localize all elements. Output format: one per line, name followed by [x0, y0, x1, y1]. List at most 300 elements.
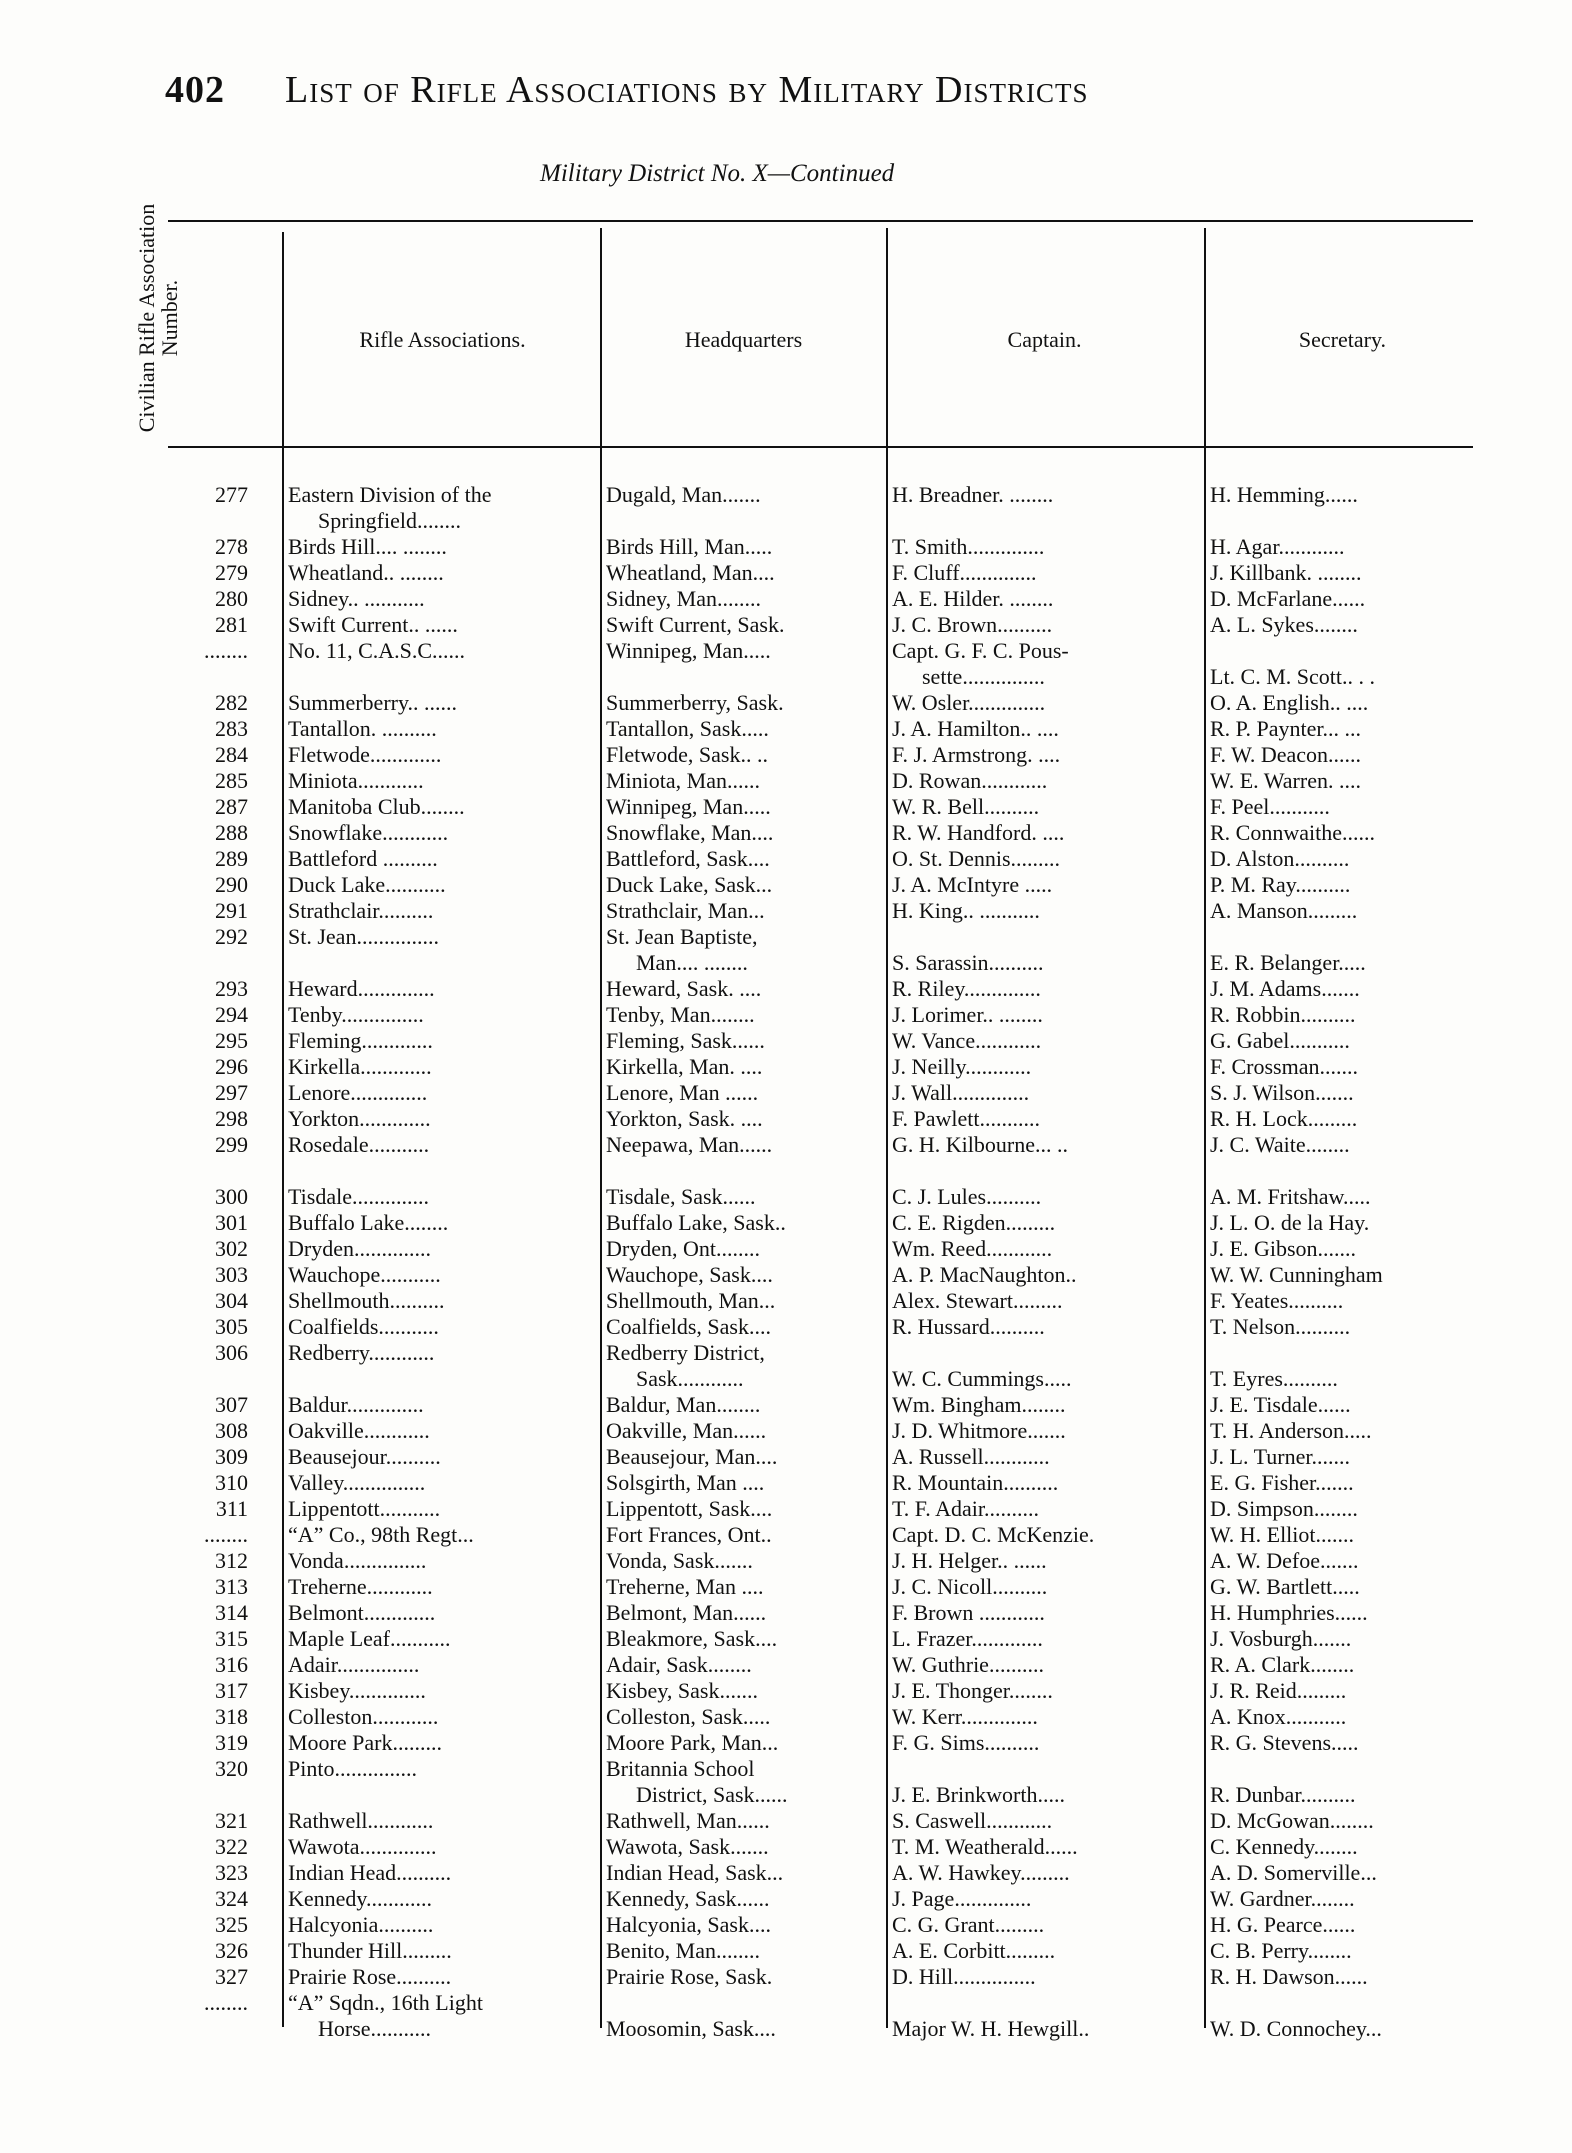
cell-headquarters: Fleming, Sask......: [606, 1028, 765, 1053]
cell-association: Redberry............: [288, 1340, 435, 1365]
table-row: [0, 820, 1572, 846]
cell-secretary: [1210, 638, 1480, 664]
cell-association: Treherne............: [288, 1574, 433, 1599]
table-row: [0, 976, 1572, 1002]
cell-secretary: C. Kennedy........: [1210, 1834, 1358, 1859]
cell-captain: J. E. Thonger........: [892, 1678, 1053, 1703]
table-row: [0, 1808, 1572, 1834]
cell-number: [168, 664, 248, 690]
cell-captain: A. E. Corbitt.........: [892, 1938, 1056, 1963]
cell-headquarters: Benito, Man........: [606, 1938, 760, 1963]
cell-number: 316: [215, 1652, 248, 1677]
cell-headquarters: Strathclair, Man...: [606, 898, 765, 923]
cell-captain: W. Osler..............: [892, 690, 1046, 715]
cell-secretary: H. G. Pearce......: [1210, 1912, 1356, 1937]
cell-headquarters: Belmont, Man......: [606, 1600, 767, 1625]
cell-captain: F. Brown ............: [892, 1600, 1045, 1625]
cell-secretary: F. Peel...........: [1210, 794, 1330, 819]
cell-secretary: R. P. Paynter... ...: [1210, 716, 1361, 741]
table-row: [0, 1964, 1572, 1990]
cell-association: Fleming.............: [288, 1028, 433, 1053]
cell-headquarters: Sidney, Man........: [606, 586, 762, 611]
cell-secretary: D. Simpson........: [1210, 1496, 1358, 1521]
cell-association: Rathwell............: [288, 1808, 434, 1833]
cell-association: Heward..............: [288, 976, 435, 1001]
table-row: [0, 1678, 1572, 1704]
cell-number: 304: [215, 1288, 248, 1313]
cell-headquarters: Redberry District,: [606, 1340, 765, 1365]
cell-captain: A. E. Hilder. ........: [892, 586, 1054, 611]
cell-association: Colleston............: [288, 1704, 439, 1729]
cell-secretary: W. E. Warren. ....: [1210, 768, 1361, 793]
table-row: [0, 1860, 1572, 1886]
table-row: [0, 1600, 1572, 1626]
cell-association: No. 11, C.A.S.C......: [288, 638, 466, 663]
cell-association: Fletwode.............: [288, 742, 442, 767]
cell-association: Duck Lake...........: [288, 872, 446, 897]
table-row: [0, 1288, 1572, 1314]
page-subtitle: Military District No. X—Continued: [540, 160, 895, 187]
cell-association: “A” Co., 98th Regt...: [288, 1522, 474, 1547]
cell-secretary: D. McGowan........: [1210, 1808, 1374, 1833]
cell-headquarters: Battleford, Sask....: [606, 846, 770, 871]
page-title: List of Rifle Associations by Military Districts: [285, 69, 1089, 111]
cell-association: Lippentott...........: [288, 1496, 441, 1521]
column-header-association: Rifle Associations.: [359, 327, 526, 352]
cell-secretary: R. H. Dawson......: [1210, 1964, 1368, 1989]
cell-headquarters: Man.... ........: [636, 950, 748, 975]
table-row: [0, 1106, 1572, 1132]
table-row: [0, 1704, 1572, 1730]
cell-captain: J. Neilly............: [892, 1054, 1032, 1079]
cell-association: Beausejour..........: [288, 1444, 441, 1469]
cell-number: 302: [215, 1236, 248, 1261]
cell-association: Baldur..............: [288, 1392, 424, 1417]
cell-headquarters: Halcyonia, Sask....: [606, 1912, 771, 1937]
cell-captain: S. Caswell............: [892, 1808, 1053, 1833]
cell-association: [288, 950, 628, 976]
cell-headquarters: Kirkella, Man. ....: [606, 1054, 763, 1079]
cell-captain: H. King.. ...........: [892, 898, 1040, 923]
table-row: [0, 716, 1572, 742]
header-bottom-rule: [168, 446, 1473, 448]
cell-captain: sette...............: [922, 664, 1045, 689]
cell-captain: S. Sarassin..........: [892, 950, 1044, 975]
cell-association: Summerberry.. ......: [288, 690, 458, 715]
cell-captain: W. Guthrie..........: [892, 1652, 1044, 1677]
cell-number: 296: [215, 1054, 248, 1079]
cell-headquarters: Bleakmore, Sask....: [606, 1626, 778, 1651]
cell-association: St. Jean...............: [288, 924, 439, 949]
cell-captain: A. P. MacNaughton..: [892, 1262, 1077, 1287]
cell-number: 300: [215, 1184, 248, 1209]
column-header-captain: Captain.: [1007, 327, 1082, 352]
table-row: [0, 1626, 1572, 1652]
table-row: [0, 1392, 1572, 1418]
cell-headquarters: Dugald, Man.......: [606, 482, 761, 507]
cell-association: Birds Hill.... ........: [288, 534, 447, 559]
cell-number: 311: [215, 1496, 248, 1521]
table-row: [0, 1912, 1572, 1938]
cell-secretary: W. D. Connochey...: [1210, 2016, 1382, 2041]
cell-headquarters: Lippentott, Sask....: [606, 1496, 773, 1521]
cell-number: 287: [215, 794, 248, 819]
cell-secretary: G. Gabel...........: [1210, 1028, 1350, 1053]
cell-association: Kennedy............: [288, 1886, 432, 1911]
cell-headquarters: [606, 508, 914, 534]
cell-headquarters: Coalfields, Sask....: [606, 1314, 771, 1339]
cell-number: [168, 1366, 248, 1392]
cell-number: 294: [215, 1002, 248, 1027]
table-row: [0, 872, 1572, 898]
cell-captain: J. Lorimer.. ........: [892, 1002, 1043, 1027]
table-row: [0, 1470, 1572, 1496]
cell-captain: Wm. Bingham........: [892, 1392, 1066, 1417]
cell-number: 289: [215, 846, 248, 871]
cell-association: Battleford ..........: [288, 846, 438, 871]
table-row: [0, 1652, 1572, 1678]
cell-secretary: T. H. Anderson.....: [1210, 1418, 1372, 1443]
cell-number: 291: [215, 898, 248, 923]
cell-secretary: A. Knox...........: [1210, 1704, 1347, 1729]
cell-association: Lenore..............: [288, 1080, 428, 1105]
cell-association: Horse...........: [318, 2016, 432, 2041]
cell-secretary: D. McFarlane......: [1210, 586, 1366, 611]
cell-captain: J. E. Brinkworth.....: [892, 1782, 1065, 1807]
cell-secretary: H. Hemming......: [1210, 482, 1358, 507]
cell-secretary: R. A. Clark........: [1210, 1652, 1355, 1677]
cell-association: [288, 1782, 628, 1808]
cell-secretary: R. Connwaithe......: [1210, 820, 1375, 845]
cell-captain: Alex. Stewart.........: [892, 1288, 1063, 1313]
cell-association: Adair...............: [288, 1652, 420, 1677]
cell-secretary: A. L. Sykes........: [1210, 612, 1358, 637]
cell-association: Wauchope...........: [288, 1262, 441, 1287]
cell-captain: R. Riley..............: [892, 976, 1041, 1001]
cell-secretary: [1210, 1990, 1480, 2016]
cell-headquarters: Indian Head, Sask...: [606, 1860, 784, 1885]
cell-captain: F. J. Armstrong. ....: [892, 742, 1061, 767]
cell-secretary: R. H. Lock.........: [1210, 1106, 1358, 1131]
cell-number: [168, 1782, 248, 1808]
cell-number: 306: [215, 1340, 248, 1365]
cell-number: 325: [215, 1912, 248, 1937]
cell-association: [288, 664, 628, 690]
cell-headquarters: Snowflake, Man....: [606, 820, 774, 845]
cell-captain: J. A. McIntyre .....: [892, 872, 1053, 897]
cell-secretary: J. R. Reid.........: [1210, 1678, 1347, 1703]
cell-headquarters: Dryden, Ont........: [606, 1236, 760, 1261]
cell-captain: C. J. Lules..........: [892, 1184, 1042, 1209]
cell-captain: C. E. Rigden.........: [892, 1210, 1056, 1235]
cell-captain: G. H. Kilbourne... ..: [892, 1132, 1068, 1157]
cell-captain: R. Mountain..........: [892, 1470, 1059, 1495]
cell-headquarters: Wauchope, Sask....: [606, 1262, 773, 1287]
cell-captain: [892, 1158, 1232, 1184]
cell-secretary: [1210, 1158, 1480, 1184]
cell-secretary: [1210, 924, 1480, 950]
cell-number: 310: [215, 1470, 248, 1495]
cell-captain: T. Smith..............: [892, 534, 1045, 559]
cell-association: Rosedale...........: [288, 1132, 430, 1157]
cell-captain: [892, 924, 1202, 950]
table-row: [0, 742, 1572, 768]
cell-secretary: F. W. Deacon......: [1210, 742, 1362, 767]
table-row: [0, 794, 1572, 820]
cell-captain: A. W. Hawkey.........: [892, 1860, 1070, 1885]
cell-captain: J. C. Brown..........: [892, 612, 1053, 637]
cell-headquarters: Prairie Rose, Sask.: [606, 1964, 773, 1989]
cell-number: 290: [215, 872, 248, 897]
cell-number: 283: [215, 716, 248, 741]
cell-captain: F. Pawlett...........: [892, 1106, 1040, 1131]
cell-secretary: [1210, 1756, 1480, 1782]
cell-captain: J. Page..............: [892, 1886, 1032, 1911]
cell-headquarters: [606, 664, 914, 690]
table-row: [0, 1054, 1572, 1080]
cell-headquarters: Moosomin, Sask....: [606, 2016, 776, 2041]
cell-association: Strathclair..........: [288, 898, 434, 923]
cell-headquarters: Colleston, Sask.....: [606, 1704, 771, 1729]
cell-association: Wheatland.. ........: [288, 560, 444, 585]
cell-number: 324: [215, 1886, 248, 1911]
cell-headquarters: Lenore, Man ......: [606, 1080, 759, 1105]
cell-secretary: S. J. Wilson.......: [1210, 1080, 1354, 1105]
cell-secretary: R. G. Stevens.....: [1210, 1730, 1359, 1755]
table-row: [0, 586, 1572, 612]
cell-headquarters: Shellmouth, Man...: [606, 1288, 776, 1313]
cell-association: Shellmouth..........: [288, 1288, 445, 1313]
cell-headquarters: Kennedy, Sask......: [606, 1886, 770, 1911]
cell-captain: W. Kerr..............: [892, 1704, 1038, 1729]
column-header-secretary: Secretary.: [1298, 327, 1387, 352]
cell-association: Tantallon. ..........: [288, 716, 437, 741]
cell-headquarters: Wheatland, Man....: [606, 560, 775, 585]
cell-association: Indian Head..........: [288, 1860, 452, 1885]
cell-captain: [892, 508, 1232, 534]
cell-headquarters: Adair, Sask........: [606, 1652, 752, 1677]
cell-number: 322: [215, 1834, 248, 1859]
cell-headquarters: St. Jean Baptiste,: [606, 924, 758, 949]
table-row: [0, 560, 1572, 586]
cell-number: 307: [215, 1392, 248, 1417]
table-row: [0, 1782, 1572, 1808]
cell-headquarters: Winnipeg, Man.....: [606, 794, 771, 819]
cell-secretary: J. M. Adams.......: [1210, 976, 1360, 1001]
table-row: [0, 1522, 1572, 1548]
cell-secretary: J. Killbank. ........: [1210, 560, 1362, 585]
cell-number: ........: [204, 638, 248, 663]
cell-headquarters: Moore Park, Man...: [606, 1730, 779, 1755]
cell-secretary: A. Manson.........: [1210, 898, 1358, 923]
cell-secretary: H. Agar............: [1210, 534, 1345, 559]
cell-secretary: A. M. Fritshaw.....: [1210, 1184, 1371, 1209]
cell-secretary: Lt. C. M. Scott.. . .: [1210, 664, 1376, 689]
table-row: [0, 1314, 1572, 1340]
cell-association: Prairie Rose..........: [288, 1964, 452, 1989]
cell-captain: D. Rowan............: [892, 768, 1048, 793]
cell-number: 277: [215, 482, 248, 507]
table-row: [0, 1132, 1572, 1158]
table-row: [0, 2016, 1572, 2042]
cell-headquarters: Yorkton, Sask. ....: [606, 1106, 763, 1131]
table-row: [0, 1990, 1572, 2016]
cell-association: Dryden..............: [288, 1236, 431, 1261]
cell-number: 278: [215, 534, 248, 559]
table-row: [0, 924, 1572, 950]
cell-secretary: G. W. Bartlett.....: [1210, 1574, 1360, 1599]
cell-number: 319: [215, 1730, 248, 1755]
table-row: [0, 1262, 1572, 1288]
cell-captain: D. Hill...............: [892, 1964, 1036, 1989]
cell-association: Halcyonia..........: [288, 1912, 434, 1937]
cell-secretary: J. L. Turner.......: [1210, 1444, 1350, 1469]
cell-secretary: P. M. Ray..........: [1210, 872, 1351, 897]
cell-headquarters: District, Sask......: [636, 1782, 788, 1807]
table-row: [0, 1028, 1572, 1054]
top-rule: [168, 220, 1473, 222]
cell-number: 320: [215, 1756, 248, 1781]
cell-number: 299: [215, 1132, 248, 1157]
cell-headquarters: Neepawa, Man......: [606, 1132, 773, 1157]
cell-secretary: [1210, 1340, 1480, 1366]
table-row: [0, 768, 1572, 794]
cell-secretary: F. Yeates..........: [1210, 1288, 1344, 1313]
cell-headquarters: Heward, Sask. ....: [606, 976, 762, 1001]
cell-number: [168, 950, 248, 976]
cell-association: Belmont.............: [288, 1600, 436, 1625]
cell-secretary: D. Alston..........: [1210, 846, 1350, 871]
cell-number: 318: [215, 1704, 248, 1729]
cell-number: 292: [215, 924, 248, 949]
table-row: [0, 898, 1572, 924]
cell-association: Miniota............: [288, 768, 424, 793]
cell-number: 326: [215, 1938, 248, 1963]
cell-captain: Major W. H. Hewgill..: [892, 2016, 1090, 2041]
table-row: [0, 1236, 1572, 1262]
cell-headquarters: [606, 1990, 884, 2016]
cell-association: Swift Current.. ......: [288, 612, 458, 637]
cell-association: Sidney.. ...........: [288, 586, 425, 611]
cell-headquarters: Summerberry, Sask.: [606, 690, 784, 715]
table-row: [0, 1938, 1572, 1964]
cell-headquarters: Tantallon, Sask.....: [606, 716, 769, 741]
cell-captain: C. G. Grant.........: [892, 1912, 1045, 1937]
cell-number: 282: [215, 690, 248, 715]
cell-headquarters: Solsgirth, Man ....: [606, 1470, 765, 1495]
cell-headquarters: Treherne, Man ....: [606, 1574, 764, 1599]
cell-captain: J. H. Helger.. ......: [892, 1548, 1047, 1573]
cell-secretary: W. Gardner........: [1210, 1886, 1355, 1911]
cell-number: 279: [215, 560, 248, 585]
cell-association: Yorkton.............: [288, 1106, 431, 1131]
cell-secretary: H. Humphries......: [1210, 1600, 1368, 1625]
cell-number: 285: [215, 768, 248, 793]
cell-secretary: E. G. Fisher.......: [1210, 1470, 1354, 1495]
cell-headquarters: Duck Lake, Sask...: [606, 872, 773, 897]
cell-association: Oakville............: [288, 1418, 430, 1443]
table-row: [0, 950, 1572, 976]
cell-number: 297: [215, 1080, 248, 1105]
page-header: [165, 68, 1365, 112]
table-row: [0, 690, 1572, 716]
cell-association: Pinto...............: [288, 1756, 417, 1781]
cell-number: 323: [215, 1860, 248, 1885]
cell-association: Springfield........: [318, 508, 461, 533]
table-row: [0, 1158, 1572, 1184]
cell-captain: L. Frazer.............: [892, 1626, 1043, 1651]
cell-captain: J. Wall..............: [892, 1080, 1030, 1105]
cell-association: [288, 1366, 628, 1392]
cell-headquarters: Rathwell, Man......: [606, 1808, 770, 1833]
table-row: [0, 1444, 1572, 1470]
cell-association: Manitoba Club........: [288, 794, 465, 819]
cell-secretary: E. R. Belanger.....: [1210, 950, 1366, 975]
cell-captain: R. W. Handford. ....: [892, 820, 1065, 845]
cell-number: 284: [215, 742, 248, 767]
cell-association: Maple Leaf...........: [288, 1626, 451, 1651]
cell-captain: Capt. G. F. C. Pous-: [892, 638, 1069, 663]
cell-secretary: R. Dunbar..........: [1210, 1782, 1356, 1807]
cell-number: [168, 508, 248, 534]
cell-secretary: W. W. Cunningham: [1210, 1262, 1383, 1287]
table-row: [0, 846, 1572, 872]
table-row: [0, 1340, 1572, 1366]
table-row: [0, 1210, 1572, 1236]
cell-captain: J. C. Nicoll..........: [892, 1574, 1048, 1599]
cell-number: 281: [215, 612, 248, 637]
cell-captain: H. Breadner. ........: [892, 482, 1054, 507]
cell-captain: Wm. Reed............: [892, 1236, 1053, 1261]
cell-headquarters: Birds Hill, Man.....: [606, 534, 773, 559]
cell-secretary: A. W. Defoe.......: [1210, 1548, 1359, 1573]
cell-headquarters: Wawota, Sask.......: [606, 1834, 769, 1859]
cell-secretary: J. L. O. de la Hay.: [1210, 1210, 1370, 1235]
cell-number: 293: [215, 976, 248, 1001]
cell-association: Tisdale..............: [288, 1184, 429, 1209]
cell-association: Moore Park.........: [288, 1730, 442, 1755]
table-row: [0, 1548, 1572, 1574]
cell-secretary: J. Vosburgh.......: [1210, 1626, 1352, 1651]
cell-captain: W. Vance............: [892, 1028, 1042, 1053]
table-row: [0, 638, 1572, 664]
cell-number: 312: [215, 1548, 248, 1573]
cell-captain: O. St. Dennis.........: [892, 846, 1061, 871]
table-row: [0, 1834, 1572, 1860]
cell-headquarters: Tenby, Man........: [606, 1002, 755, 1027]
cell-number: 295: [215, 1028, 248, 1053]
cell-number: 321: [215, 1808, 248, 1833]
cell-number: 288: [215, 820, 248, 845]
cell-number: 327: [215, 1964, 248, 1989]
cell-association: Kisbey..............: [288, 1678, 426, 1703]
cell-secretary: O. A. English.. ....: [1210, 690, 1369, 715]
cell-captain: [892, 1990, 1202, 2016]
cell-association: Snowflake............: [288, 820, 449, 845]
cell-secretary: T. Nelson..........: [1210, 1314, 1351, 1339]
table-row: [0, 1184, 1572, 1210]
cell-number: ........: [204, 1522, 248, 1547]
table-row: [0, 1080, 1572, 1106]
cell-secretary: J. C. Waite........: [1210, 1132, 1350, 1157]
cell-association: Tenby...............: [288, 1002, 424, 1027]
cell-number: 308: [215, 1418, 248, 1443]
cell-captain: [892, 1756, 1202, 1782]
cell-secretary: W. H. Elliot.......: [1210, 1522, 1355, 1547]
table-row: [0, 1730, 1572, 1756]
table-row: [0, 1496, 1572, 1522]
cell-number: 280: [215, 586, 248, 611]
